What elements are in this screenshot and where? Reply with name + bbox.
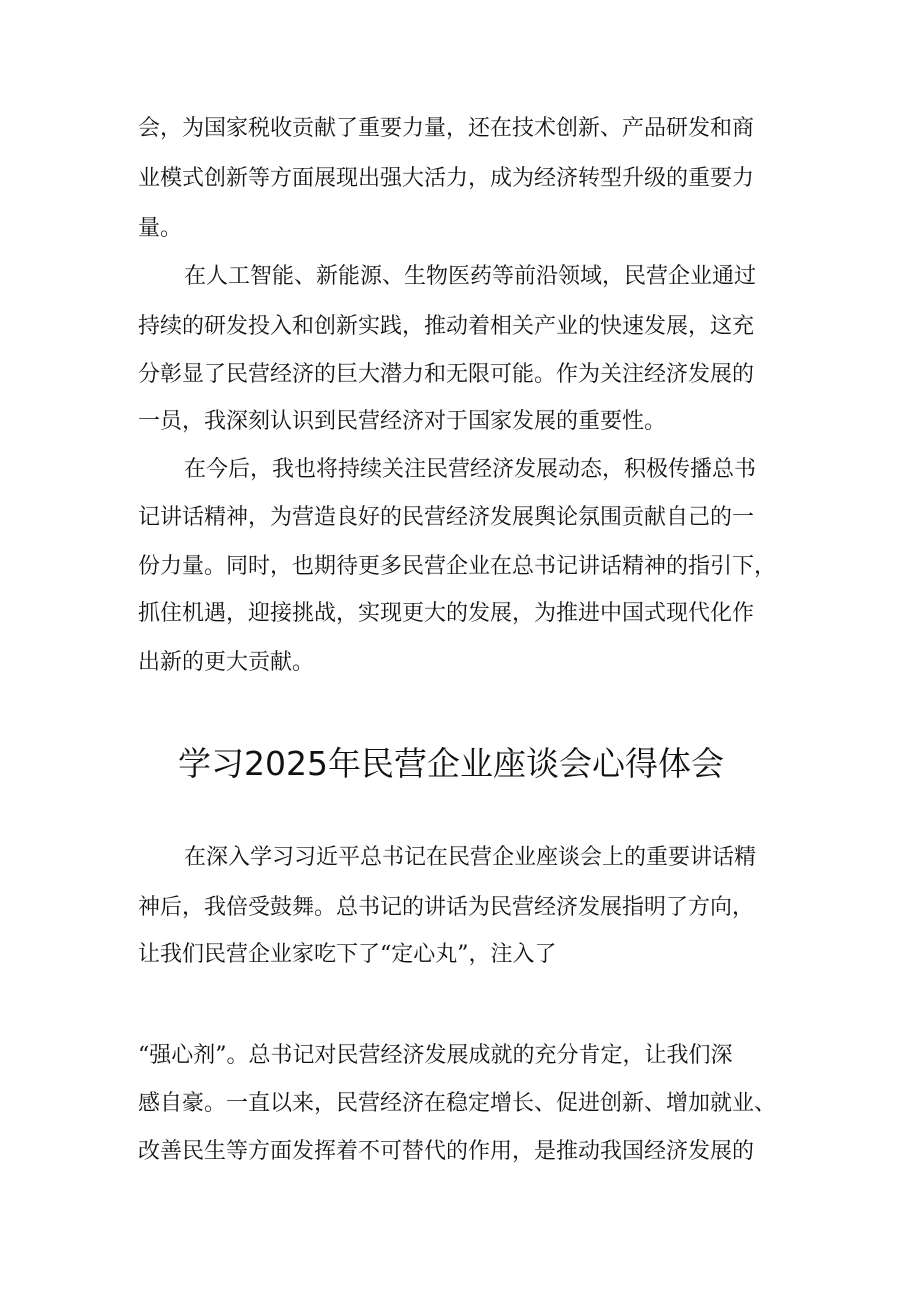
text-line: 在深入学习习近平总书记在民营企业座谈会上的重要讲话精 <box>184 845 757 870</box>
text-line: 在人工智能、新能源、生物医药等前沿领域，民营企业通过 <box>184 264 757 289</box>
text-line: 感自豪。一直以来，民营经济在稳定增长、促进创新、增加就业、 <box>138 1091 777 1116</box>
text-line: 分彰显了民营经济的巨大潜力和无限可能。作为关注经济发展的 <box>138 362 755 387</box>
text-line: 神后，我倍受鼓舞。总书记的讲话为民营经济发展指明了方向， <box>138 895 755 920</box>
text-line: 改善民生等方面发挥着不可替代的作用，是推动我国经济发展的 <box>138 1139 755 1164</box>
text-line: 记讲话精神，为营造良好的民营经济发展舆论氛围贡献自己的一 <box>138 505 755 530</box>
text-line: 一员，我深刻认识到民营经济对于国家发展的重要性。 <box>138 409 667 434</box>
text-line: 抓住机遇，迎接挑战，实现更大的发展，为推进中国式现代化作 <box>138 601 755 626</box>
text-line: 出新的更大贡献。 <box>138 650 315 675</box>
text-line: “强心剂”。总书记对民营经济发展成就的充分肯定，让我们深 <box>138 1043 733 1068</box>
section-heading: 学习2025年民营企业座谈会心得体会 <box>178 744 724 783</box>
text-line: 会，为国家税收贡献了重要力量，还在技术创新、产品研发和商 <box>138 116 755 141</box>
text-line: 份力量。同时，也期待更多民营企业在总书记讲话精神的指引下， <box>138 554 777 579</box>
text-line: 业模式创新等方面展现出强大活力，成为经济转型升级的重要力 <box>138 166 755 191</box>
text-line: 持续的研发投入和创新实践，推动着相关产业的快速发展，这充 <box>138 314 755 339</box>
text-line: 让我们民营企业家吃下了“定心丸”，注入了 <box>138 942 557 967</box>
text-line: 量。 <box>138 216 183 241</box>
text-line: 在今后，我也将持续关注民营经济发展动态，积极传播总书 <box>184 457 757 482</box>
